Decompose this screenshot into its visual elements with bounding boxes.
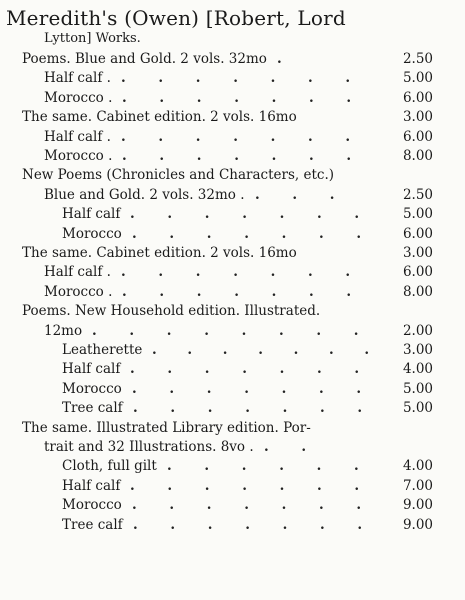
dot-leader: . . . . . . . bbox=[132, 380, 376, 397]
entry-price: 6.00 bbox=[402, 128, 433, 145]
price-entry bbox=[0, 147, 465, 166]
entry-description: Half calf . bbox=[44, 128, 111, 145]
dot-leader: . . . . . . . bbox=[132, 225, 376, 242]
price-entry bbox=[0, 225, 465, 244]
entry-description: Leatherette bbox=[62, 342, 143, 358]
price-entry bbox=[0, 69, 465, 88]
price-entry bbox=[0, 302, 465, 321]
price-entry bbox=[0, 477, 465, 496]
dot-leader: . . . . . . . bbox=[122, 283, 366, 300]
entry-description: Morocco bbox=[62, 380, 122, 397]
entry-price: 5.00 bbox=[402, 206, 433, 223]
entry-price: 8.00 bbox=[402, 148, 433, 164]
price-entry bbox=[0, 457, 465, 476]
price-entry bbox=[0, 186, 465, 205]
entry-description: Poems. New Household edition. Illustrated. bbox=[22, 303, 321, 320]
price-entry bbox=[0, 263, 465, 282]
entry-price: 2.00 bbox=[402, 322, 433, 339]
price-entry bbox=[0, 399, 465, 418]
dot-leader: . . . . . . . bbox=[132, 497, 376, 514]
entry-price: 6.00 bbox=[402, 225, 433, 242]
entry-description: Half calf bbox=[62, 206, 121, 223]
entry-description: trait and 32 Illustrations. 8vo . bbox=[44, 439, 254, 455]
dot-leader: . . . . . . . bbox=[122, 89, 366, 106]
price-entry bbox=[0, 360, 465, 379]
price-entry bbox=[0, 322, 465, 341]
price-entry bbox=[0, 205, 465, 224]
entry-description: New Poems (Chronicles and Characters, etc.) bbox=[22, 167, 335, 184]
entry-price: 4.00 bbox=[402, 361, 433, 378]
dot-leader: . . . . . . . bbox=[121, 70, 365, 87]
entry-price: 9.00 bbox=[402, 516, 433, 533]
price-entry bbox=[0, 283, 465, 302]
entry-description: Blue and Gold. 2 vols. 32mo . bbox=[44, 186, 245, 203]
entry-price: 3.00 bbox=[402, 245, 433, 261]
price-entry bbox=[0, 244, 465, 263]
entry-price: 5.00 bbox=[402, 400, 433, 417]
entry-description: Morocco . bbox=[44, 148, 113, 164]
dot-leader: . . . bbox=[255, 186, 349, 203]
entry-price: 7.00 bbox=[402, 477, 433, 494]
entry-price: 6.00 bbox=[402, 264, 433, 281]
dot-leader: . bbox=[277, 51, 296, 67]
dot-leader: . . . . . . . . bbox=[92, 322, 373, 339]
entry-price: 5.00 bbox=[402, 380, 433, 397]
entry-description: Tree calf bbox=[62, 516, 123, 533]
price-entry bbox=[0, 341, 465, 360]
dot-leader: . . . . . . . bbox=[130, 206, 374, 223]
price-entry bbox=[0, 496, 465, 515]
dot-leader: . . . . . . . bbox=[152, 342, 383, 358]
entry-price: 9.00 bbox=[402, 497, 433, 514]
price-entry bbox=[0, 516, 465, 535]
entry-description: Poems. Blue and Gold. 2 vols. 32mo bbox=[22, 51, 267, 67]
price-entry bbox=[0, 89, 465, 108]
dot-leader: . . . . . . . bbox=[121, 264, 365, 281]
entry-description: The same. Illustrated Library edition. Por- bbox=[22, 419, 311, 436]
entry-price: 8.00 bbox=[402, 283, 433, 300]
entry-description: Morocco bbox=[62, 225, 122, 242]
dot-leader: . . . . . . . bbox=[121, 128, 365, 145]
price-entry bbox=[0, 50, 465, 69]
dot-leader: . . . . . . . bbox=[122, 148, 366, 164]
entry-price: 4.00 bbox=[402, 458, 433, 475]
entry-price: 2.50 bbox=[402, 186, 433, 203]
entry-description: Morocco bbox=[62, 497, 122, 514]
dot-leader: . . bbox=[264, 439, 321, 455]
price-entry bbox=[0, 438, 465, 457]
entry-description: 12mo bbox=[44, 322, 83, 339]
entry-description: Cloth, full gilt bbox=[62, 458, 157, 475]
dot-leader: . . . . . . . bbox=[130, 361, 374, 378]
price-entry bbox=[0, 419, 465, 438]
entry-description: The same. Cabinet edition. 2 vols. 16mo bbox=[22, 109, 297, 126]
entry-description: The same. Cabinet edition. 2 vols. 16mo bbox=[22, 245, 297, 261]
entry-price: 2.50 bbox=[402, 51, 433, 67]
entry-price: 5.00 bbox=[402, 70, 433, 87]
dot-leader: . . . . . . bbox=[167, 458, 373, 475]
entry-description: Half calf bbox=[62, 361, 121, 378]
dot-leader: . . . . . . . bbox=[130, 477, 374, 494]
price-entry bbox=[0, 380, 465, 399]
author-heading: Meredith's (Owen) [Robert, Lord bbox=[6, 6, 346, 30]
author-heading-continuation: Lytton] Works. bbox=[44, 31, 141, 46]
entry-price: 6.00 bbox=[402, 89, 433, 106]
entry-description: Half calf . bbox=[44, 70, 111, 87]
entry-description: Half calf bbox=[62, 477, 121, 494]
dot-leader: . . . . . . . bbox=[133, 400, 377, 417]
entry-price: 3.00 bbox=[402, 342, 433, 358]
entry-description: Half calf . bbox=[44, 264, 111, 281]
entry-description: Morocco . bbox=[44, 89, 113, 106]
entry-description: Morocco . bbox=[44, 283, 113, 300]
price-entry bbox=[0, 108, 465, 127]
dot-leader: . . . . . . . bbox=[133, 516, 377, 533]
entry-description: Tree calf bbox=[62, 400, 123, 417]
price-entry bbox=[0, 166, 465, 185]
price-entry bbox=[0, 128, 465, 147]
entry-price: 3.00 bbox=[402, 109, 433, 126]
